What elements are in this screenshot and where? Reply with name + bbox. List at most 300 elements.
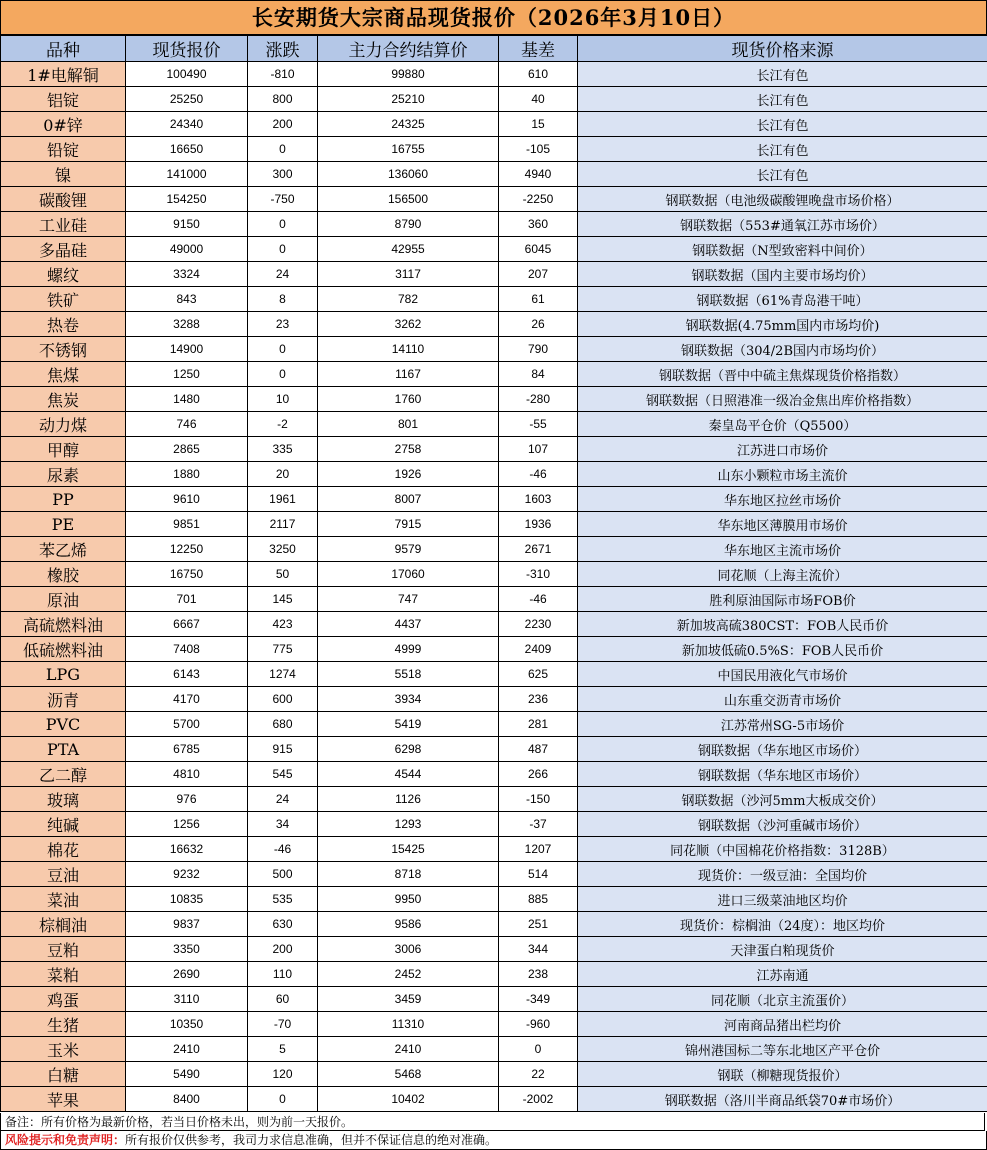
source-cell: 钢联数据（沙河5mm大板成交价） — [578, 787, 987, 812]
change-cell: 60 — [248, 987, 318, 1012]
table-row — [1, 987, 987, 1012]
table-row — [1, 437, 987, 462]
table-row — [1, 962, 987, 987]
variety-cell: 低硫燃料油 — [1, 637, 126, 662]
spot-price-cell: 2690 — [126, 962, 248, 987]
table-row — [1, 362, 987, 387]
source-cell: 胜利原油国际市场FOB价 — [578, 587, 987, 612]
variety-cell: 原油 — [1, 587, 126, 612]
settlement-cell: 2410 — [318, 1037, 499, 1062]
basis-cell: 236 — [499, 687, 578, 712]
source-cell: 长江有色 — [578, 137, 987, 162]
source-cell: 钢联数据(4.75mm国内市场均价) — [578, 312, 987, 337]
risk-text: 所有报价仅供参考，我司力求信息准确，但并不保证信息的绝对准确。 — [125, 1133, 498, 1147]
source-cell: 钢联数据（洛川半商品纸袋70#市场价） — [578, 1087, 987, 1112]
header-change: 涨跌 — [248, 36, 318, 62]
change-cell: 2117 — [248, 512, 318, 537]
variety-cell: PE — [1, 512, 126, 537]
variety-cell: 棉花 — [1, 837, 126, 862]
variety-cell: 不锈钢 — [1, 337, 126, 362]
basis-cell: -55 — [499, 412, 578, 437]
source-cell: 同花顺（中国棉花价格指数：3128B） — [578, 837, 987, 862]
spot-price-cell: 6785 — [126, 737, 248, 762]
variety-cell: 碳酸锂 — [1, 187, 126, 212]
variety-cell: PVC — [1, 712, 126, 737]
basis-cell: -280 — [499, 387, 578, 412]
sheet-title: 长安期货大宗商品现货报价（2026年3月10日） — [0, 0, 987, 35]
spot-price-cell: 4810 — [126, 762, 248, 787]
source-cell: 天津蛋白粕现货价 — [578, 937, 987, 962]
basis-cell: 360 — [499, 212, 578, 237]
source-cell: 长江有色 — [578, 112, 987, 137]
settlement-cell: 14110 — [318, 337, 499, 362]
settlement-cell: 17060 — [318, 562, 499, 587]
basis-cell: 84 — [499, 362, 578, 387]
change-cell: 915 — [248, 737, 318, 762]
variety-cell: 焦炭 — [1, 387, 126, 412]
risk-disclaimer — [0, 1131, 987, 1150]
spot-price-cell: 2865 — [126, 437, 248, 462]
spot-price-cell: 8400 — [126, 1087, 248, 1112]
change-cell: 1274 — [248, 662, 318, 687]
spot-price-cell: 7408 — [126, 637, 248, 662]
source-cell: 长江有色 — [578, 62, 987, 87]
basis-cell: 344 — [499, 937, 578, 962]
settlement-cell: 9579 — [318, 537, 499, 562]
table-row — [1, 112, 987, 137]
settlement-cell: 747 — [318, 587, 499, 612]
variety-cell: 纯碱 — [1, 812, 126, 837]
basis-cell: -349 — [499, 987, 578, 1012]
table-row — [1, 262, 987, 287]
table-row — [1, 312, 987, 337]
spot-price-cell: 976 — [126, 787, 248, 812]
variety-cell: 高硫燃料油 — [1, 612, 126, 637]
table-row — [1, 612, 987, 637]
settlement-cell: 2758 — [318, 437, 499, 462]
source-cell: 同花顺（上海主流价） — [578, 562, 987, 587]
table-row — [1, 387, 987, 412]
table-row — [1, 762, 987, 787]
spot-price-cell: 9851 — [126, 512, 248, 537]
change-cell: 0 — [248, 362, 318, 387]
table-row — [1, 62, 987, 87]
settlement-cell: 5419 — [318, 712, 499, 737]
table-row — [1, 737, 987, 762]
variety-cell: 苹果 — [1, 1087, 126, 1112]
basis-cell: 790 — [499, 337, 578, 362]
settlement-cell: 3934 — [318, 687, 499, 712]
change-cell: -2 — [248, 412, 318, 437]
settlement-cell: 4437 — [318, 612, 499, 637]
change-cell: 1961 — [248, 487, 318, 512]
spot-price-cell: 746 — [126, 412, 248, 437]
basis-cell: 207 — [499, 262, 578, 287]
basis-cell: 2409 — [499, 637, 578, 662]
variety-cell: 铅锭 — [1, 137, 126, 162]
change-cell: 600 — [248, 687, 318, 712]
table-body — [1, 62, 987, 1112]
source-cell: 进口三级菜油地区均价 — [578, 887, 987, 912]
basis-cell: -46 — [499, 587, 578, 612]
spot-price-cell: 5700 — [126, 712, 248, 737]
variety-cell: 尿素 — [1, 462, 126, 487]
change-cell: 630 — [248, 912, 318, 937]
change-cell: 775 — [248, 637, 318, 662]
settlement-cell: 24325 — [318, 112, 499, 137]
spot-price-cell: 6143 — [126, 662, 248, 687]
spot-price-cell: 843 — [126, 287, 248, 312]
spot-price-cell: 1250 — [126, 362, 248, 387]
change-cell: 800 — [248, 87, 318, 112]
header-source: 现货价格来源 — [578, 36, 987, 62]
variety-cell: 动力煤 — [1, 412, 126, 437]
settlement-cell: 1926 — [318, 462, 499, 487]
source-cell: 钢联（柳糖现货报价） — [578, 1062, 987, 1087]
settlement-cell: 4544 — [318, 762, 499, 787]
table-row — [1, 412, 987, 437]
variety-cell: 镍 — [1, 162, 126, 187]
variety-cell: 多晶硅 — [1, 237, 126, 262]
table-row — [1, 662, 987, 687]
change-cell: 3250 — [248, 537, 318, 562]
variety-cell: 苯乙烯 — [1, 537, 126, 562]
basis-cell: -2250 — [499, 187, 578, 212]
variety-cell: 棕榈油 — [1, 912, 126, 937]
spot-price-cell: 2410 — [126, 1037, 248, 1062]
basis-cell: -150 — [499, 787, 578, 812]
basis-cell: 514 — [499, 862, 578, 887]
settlement-cell: 11310 — [318, 1012, 499, 1037]
change-cell: 23 — [248, 312, 318, 337]
spot-price-cell: 1880 — [126, 462, 248, 487]
change-cell: -46 — [248, 837, 318, 862]
source-cell: 新加坡高硫380CST：FOB人民币价 — [578, 612, 987, 637]
basis-cell: 15 — [499, 112, 578, 137]
basis-cell: -46 — [499, 462, 578, 487]
table-row — [1, 512, 987, 537]
variety-cell: 玉米 — [1, 1037, 126, 1062]
spot-price-cell: 1480 — [126, 387, 248, 412]
change-cell: 200 — [248, 937, 318, 962]
table-row — [1, 912, 987, 937]
spot-price-cell: 25250 — [126, 87, 248, 112]
table-row — [1, 287, 987, 312]
change-cell: -70 — [248, 1012, 318, 1037]
table-row — [1, 212, 987, 237]
settlement-cell: 3117 — [318, 262, 499, 287]
change-cell: 545 — [248, 762, 318, 787]
basis-cell: 0 — [499, 1037, 578, 1062]
spot-price-cell: 9232 — [126, 862, 248, 887]
table-row — [1, 137, 987, 162]
table-row — [1, 837, 987, 862]
change-cell: 535 — [248, 887, 318, 912]
basis-cell: 487 — [499, 737, 578, 762]
basis-cell: -105 — [499, 137, 578, 162]
source-cell: 锦州港国标二等东北地区产平仓价 — [578, 1037, 987, 1062]
source-cell: 钢联数据（日照港准一级冶金焦出库价格指数） — [578, 387, 987, 412]
basis-cell: 238 — [499, 962, 578, 987]
footnote: 备注：所有价格为最新价格，若当日价格未出，则为前一天报价。 — [0, 1113, 985, 1131]
change-cell: 24 — [248, 262, 318, 287]
source-cell: 钢联数据（电池级碳酸锂晚盘市场价格） — [578, 187, 987, 212]
settlement-cell: 1126 — [318, 787, 499, 812]
source-cell: 新加坡低硫0.5%S：FOB人民币价 — [578, 637, 987, 662]
spot-price-cell: 154250 — [126, 187, 248, 212]
variety-cell: PTA — [1, 737, 126, 762]
table-row — [1, 1037, 987, 1062]
table-row — [1, 687, 987, 712]
spot-price-cell: 10350 — [126, 1012, 248, 1037]
settlement-cell: 782 — [318, 287, 499, 312]
spot-price-cell: 3350 — [126, 937, 248, 962]
table-row — [1, 937, 987, 962]
table-row — [1, 787, 987, 812]
spot-price-cell: 100490 — [126, 62, 248, 87]
table-row — [1, 462, 987, 487]
table-row — [1, 712, 987, 737]
price-table — [0, 35, 987, 1112]
change-cell: 0 — [248, 237, 318, 262]
change-cell: 110 — [248, 962, 318, 987]
table-row — [1, 637, 987, 662]
change-cell: 10 — [248, 387, 318, 412]
source-cell: 江苏南通 — [578, 962, 987, 987]
basis-cell: 1207 — [499, 837, 578, 862]
spot-price-cell: 12250 — [126, 537, 248, 562]
source-cell: 华东地区主流市场价 — [578, 537, 987, 562]
settlement-cell: 16755 — [318, 137, 499, 162]
header-row — [1, 36, 987, 62]
table-row — [1, 587, 987, 612]
variety-cell: 铁矿 — [1, 287, 126, 312]
source-cell: 钢联数据（304/2B国内市场均价） — [578, 337, 987, 362]
spot-price-cell: 5490 — [126, 1062, 248, 1087]
spot-price-cell: 9150 — [126, 212, 248, 237]
source-cell: 钢联数据（沙河重碱市场价） — [578, 812, 987, 837]
variety-cell: 豆粕 — [1, 937, 126, 962]
variety-cell: 白糖 — [1, 1062, 126, 1087]
basis-cell: 1603 — [499, 487, 578, 512]
spot-price-cell: 9610 — [126, 487, 248, 512]
header-variety: 品种 — [1, 36, 126, 62]
settlement-cell: 1293 — [318, 812, 499, 837]
basis-cell: 26 — [499, 312, 578, 337]
settlement-cell: 9586 — [318, 912, 499, 937]
source-cell: 钢联数据（华东地区市场价） — [578, 762, 987, 787]
source-cell: 现货价：棕榈油（24度）：地区均价 — [578, 912, 987, 937]
basis-cell: 266 — [499, 762, 578, 787]
settlement-cell: 3262 — [318, 312, 499, 337]
variety-cell: 热卷 — [1, 312, 126, 337]
spot-price-cell: 16632 — [126, 837, 248, 862]
basis-cell: 625 — [499, 662, 578, 687]
table-row — [1, 537, 987, 562]
variety-cell: 1#电解铜 — [1, 62, 126, 87]
basis-cell: 251 — [499, 912, 578, 937]
source-cell: 同花顺（北京主流蛋价） — [578, 987, 987, 1012]
change-cell: 300 — [248, 162, 318, 187]
source-cell: 华东地区拉丝市场价 — [578, 487, 987, 512]
change-cell: -750 — [248, 187, 318, 212]
spot-price-cell: 16650 — [126, 137, 248, 162]
spot-price-cell: 6667 — [126, 612, 248, 637]
change-cell: -810 — [248, 62, 318, 87]
settlement-cell: 5468 — [318, 1062, 499, 1087]
source-cell: 钢联数据（61%青岛港干吨） — [578, 287, 987, 312]
variety-cell: 玻璃 — [1, 787, 126, 812]
risk-label: 风险提示和免责声明： — [5, 1133, 126, 1147]
change-cell: 20 — [248, 462, 318, 487]
variety-cell: 乙二醇 — [1, 762, 126, 787]
spot-price-cell: 701 — [126, 587, 248, 612]
basis-cell: -310 — [499, 562, 578, 587]
spot-price-cell: 1256 — [126, 812, 248, 837]
source-cell: 华东地区薄膜用市场价 — [578, 512, 987, 537]
basis-cell: 2230 — [499, 612, 578, 637]
source-cell: 钢联数据（华东地区市场价） — [578, 737, 987, 762]
settlement-cell: 8790 — [318, 212, 499, 237]
settlement-cell: 8718 — [318, 862, 499, 887]
change-cell: 8 — [248, 287, 318, 312]
source-cell: 长江有色 — [578, 87, 987, 112]
change-cell: 200 — [248, 112, 318, 137]
basis-cell: 61 — [499, 287, 578, 312]
source-cell: 山东小颗粒市场主流价 — [578, 462, 987, 487]
settlement-cell: 5518 — [318, 662, 499, 687]
variety-cell: PP — [1, 487, 126, 512]
settlement-cell: 15425 — [318, 837, 499, 862]
variety-cell: 铝锭 — [1, 87, 126, 112]
change-cell: 34 — [248, 812, 318, 837]
source-cell: 钢联数据（553#通氧江苏市场价） — [578, 212, 987, 237]
spot-price-cell: 3324 — [126, 262, 248, 287]
spot-price-cell: 16750 — [126, 562, 248, 587]
settlement-cell: 3006 — [318, 937, 499, 962]
settlement-cell: 3459 — [318, 987, 499, 1012]
settlement-cell: 7915 — [318, 512, 499, 537]
basis-cell: 40 — [499, 87, 578, 112]
spot-price-cell: 3288 — [126, 312, 248, 337]
basis-cell: -2002 — [499, 1087, 578, 1112]
variety-cell: 螺纹 — [1, 262, 126, 287]
source-cell: 江苏进口市场价 — [578, 437, 987, 462]
basis-cell: 6045 — [499, 237, 578, 262]
settlement-cell: 99880 — [318, 62, 499, 87]
spot-price-cell: 141000 — [126, 162, 248, 187]
settlement-cell: 9950 — [318, 887, 499, 912]
basis-cell: -37 — [499, 812, 578, 837]
variety-cell: 工业硅 — [1, 212, 126, 237]
source-cell: 江苏常州SG-5市场价 — [578, 712, 987, 737]
table-row — [1, 562, 987, 587]
change-cell: 50 — [248, 562, 318, 587]
table-row — [1, 812, 987, 837]
variety-cell: 生猪 — [1, 1012, 126, 1037]
table-row — [1, 87, 987, 112]
table-row — [1, 1062, 987, 1087]
variety-cell: 菜粕 — [1, 962, 126, 987]
basis-cell: 2671 — [499, 537, 578, 562]
settlement-cell: 1167 — [318, 362, 499, 387]
spot-price-cell: 4170 — [126, 687, 248, 712]
header-settlement: 主力合约结算价 — [318, 36, 499, 62]
table-row — [1, 337, 987, 362]
table-row — [1, 237, 987, 262]
table-row — [1, 862, 987, 887]
table-row — [1, 487, 987, 512]
settlement-cell: 8007 — [318, 487, 499, 512]
variety-cell: 菜油 — [1, 887, 126, 912]
change-cell: 0 — [248, 137, 318, 162]
change-cell: 500 — [248, 862, 318, 887]
spot-price-cell: 10835 — [126, 887, 248, 912]
variety-cell: 豆油 — [1, 862, 126, 887]
change-cell: 0 — [248, 212, 318, 237]
settlement-cell: 10402 — [318, 1087, 499, 1112]
basis-cell: 281 — [499, 712, 578, 737]
change-cell: 145 — [248, 587, 318, 612]
variety-cell: 橡胶 — [1, 562, 126, 587]
basis-cell: 885 — [499, 887, 578, 912]
table-row — [1, 1012, 987, 1037]
variety-cell: 沥青 — [1, 687, 126, 712]
settlement-cell: 136060 — [318, 162, 499, 187]
table-row — [1, 162, 987, 187]
variety-cell: 鸡蛋 — [1, 987, 126, 1012]
spot-price-cell: 3110 — [126, 987, 248, 1012]
settlement-cell: 6298 — [318, 737, 499, 762]
settlement-cell: 2452 — [318, 962, 499, 987]
change-cell: 335 — [248, 437, 318, 462]
change-cell: 680 — [248, 712, 318, 737]
source-cell: 钢联数据（晋中中硫主焦煤现货价格指数） — [578, 362, 987, 387]
change-cell: 0 — [248, 337, 318, 362]
basis-cell: 4940 — [499, 162, 578, 187]
header-basis: 基差 — [499, 36, 578, 62]
change-cell: 24 — [248, 787, 318, 812]
settlement-cell: 801 — [318, 412, 499, 437]
variety-cell: LPG — [1, 662, 126, 687]
change-cell: 5 — [248, 1037, 318, 1062]
header-spot-price: 现货报价 — [126, 36, 248, 62]
settlement-cell: 42955 — [318, 237, 499, 262]
source-cell: 秦皇岛平仓价（Q5500） — [578, 412, 987, 437]
spot-price-cell: 49000 — [126, 237, 248, 262]
source-cell: 河南商品猪出栏均价 — [578, 1012, 987, 1037]
change-cell: 0 — [248, 1087, 318, 1112]
source-cell: 现货价：一级豆油：全国均价 — [578, 862, 987, 887]
table-row — [1, 887, 987, 912]
basis-cell: 107 — [499, 437, 578, 462]
settlement-cell: 25210 — [318, 87, 499, 112]
spot-price-cell: 24340 — [126, 112, 248, 137]
variety-cell: 焦煤 — [1, 362, 126, 387]
basis-cell: 610 — [499, 62, 578, 87]
source-cell: 中国民用液化气市场价 — [578, 662, 987, 687]
settlement-cell: 1760 — [318, 387, 499, 412]
table-row — [1, 187, 987, 212]
source-cell: 山东重交沥青市场价 — [578, 687, 987, 712]
basis-cell: -960 — [499, 1012, 578, 1037]
settlement-cell: 4999 — [318, 637, 499, 662]
basis-cell: 1936 — [499, 512, 578, 537]
source-cell: 钢联数据（N型致密料中间价） — [578, 237, 987, 262]
table-row — [1, 1087, 987, 1112]
spot-price-cell: 14900 — [126, 337, 248, 362]
source-cell: 长江有色 — [578, 162, 987, 187]
